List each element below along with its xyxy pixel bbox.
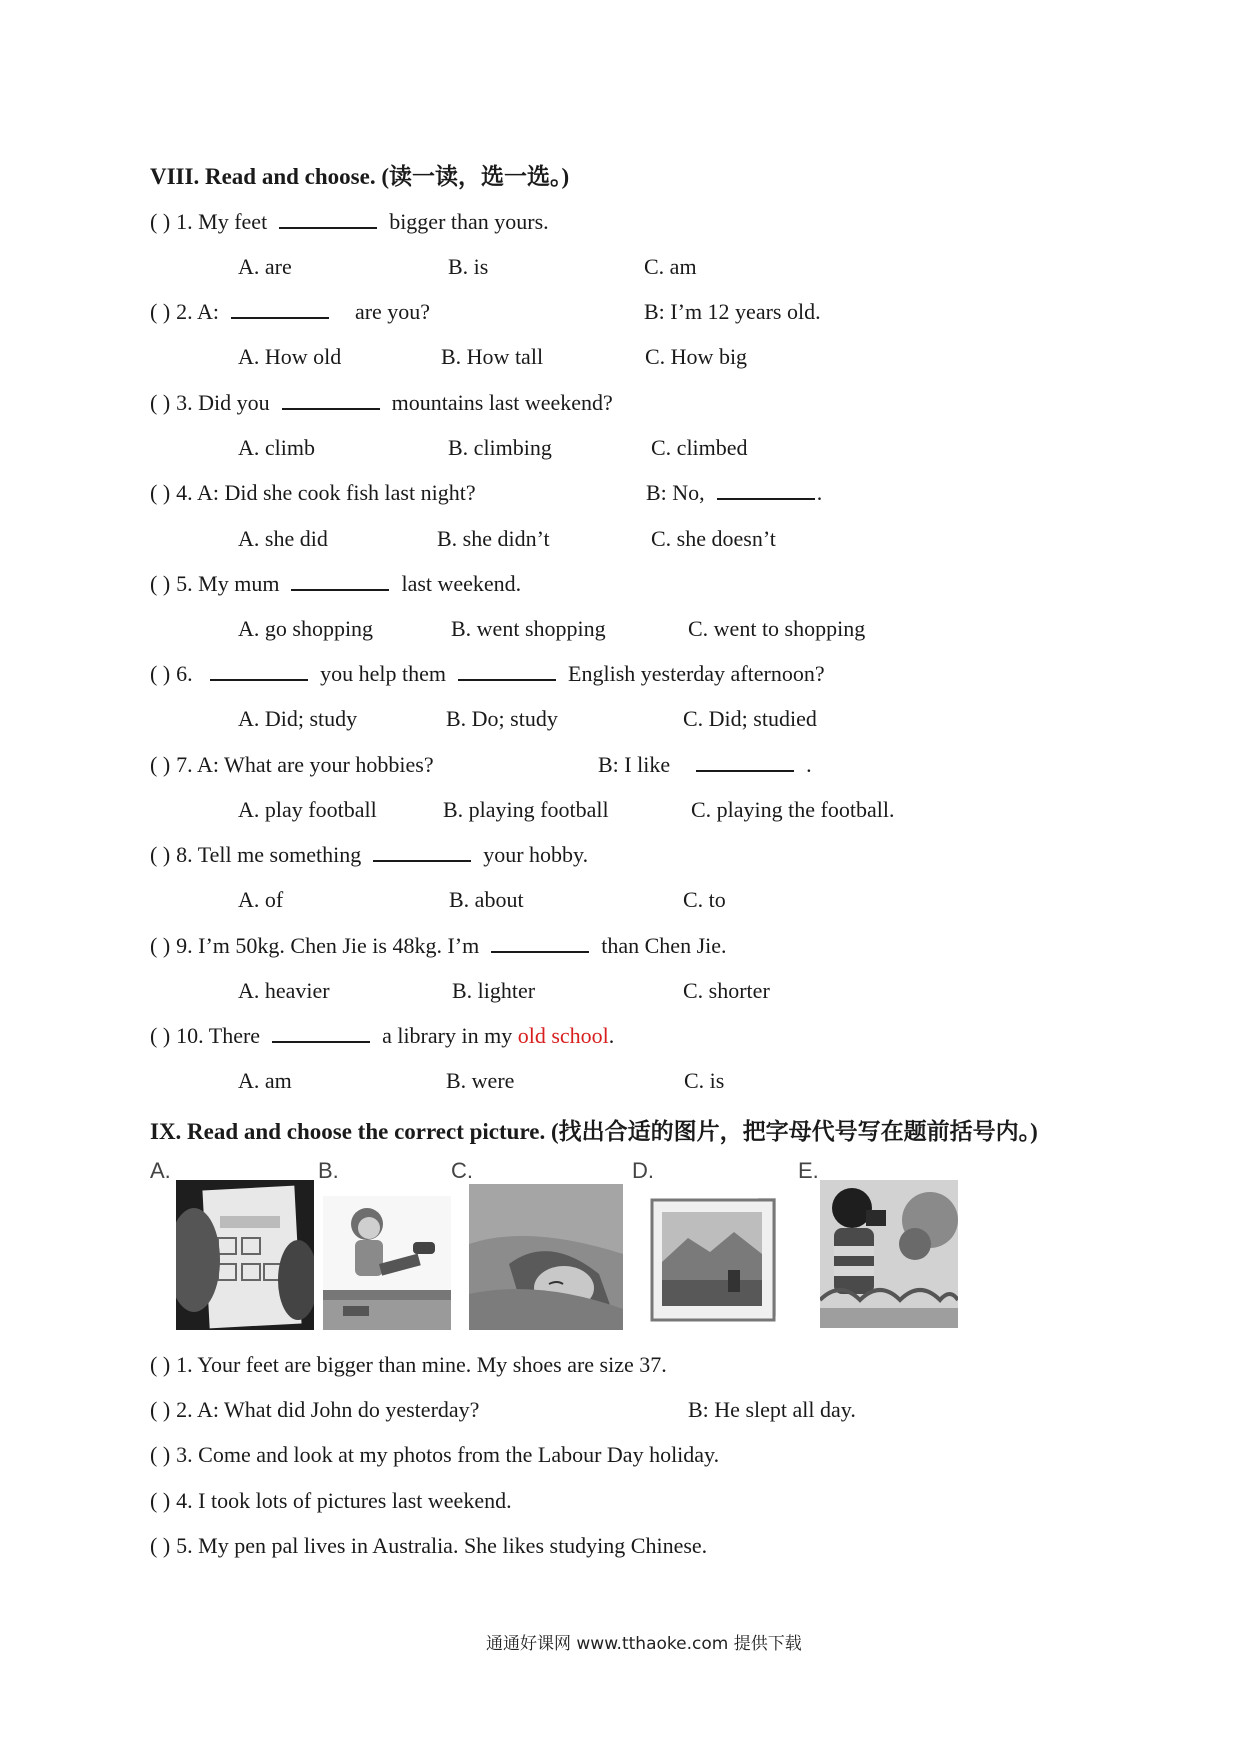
q4-answer-b: B: No, . [646,480,823,505]
q6-option-c: C. Did; studied [683,706,817,731]
q8-option-a: A. of [238,887,284,912]
question-2: ( ) 2. A: are you? [150,299,431,324]
boy-sitting-photo [323,1196,451,1330]
picture-letter-d: D. [632,1158,654,1183]
q2-option-b: B. How tall [441,344,544,369]
picture-letter-b: B. [318,1158,339,1183]
answer-blank[interactable] [373,842,471,862]
q10-option-c: C. is [684,1068,725,1093]
child-with-camera-photo [820,1180,958,1328]
q6-option-a: A. Did; study [238,706,358,731]
q7-option-c: C. playing the football. [691,797,895,822]
q1-option-b: B. is [448,254,489,279]
question-3: ( ) 3. Did you mountains last weekend? [150,390,613,415]
question-6: ( ) 6. you help them English yesterday afternoon? [150,661,825,686]
q10-option-b: B. were [446,1068,515,1093]
picture-letter-c: C. [451,1158,473,1183]
q6-option-b: B. Do; study [446,706,558,731]
answer-blank[interactable] [458,661,556,681]
picture-letter-a: A. [150,1158,171,1183]
q5-option-a: A. go shopping [238,616,374,641]
q1-option-c: C. am [644,254,697,279]
q10-option-a: A. am [238,1068,292,1093]
footer-watermark: 通通好课网 www.tthaoke.com 提供下载 [486,1634,802,1654]
q1-option-a: A. are [238,254,292,279]
question-4: ( ) 4. A: Did she cook fish last night? [150,480,476,505]
q2-answer-b: B: I’m 12 years old. [644,299,821,324]
q3-option-b: B. climbing [448,435,552,460]
q9-option-b: B. lighter [452,978,536,1003]
q4-option-a: A. she did [238,526,328,551]
landscape-photo [648,1188,784,1330]
question-5: ( ) 5. My mum last weekend. [150,571,522,596]
q8-option-c: C. to [683,887,726,912]
answer-blank[interactable] [717,480,815,500]
answer-blank[interactable] [231,299,329,319]
picture-item-1: ( ) 1. Your feet are bigger than mine. My shoes are size 37. [150,1352,667,1377]
q7-option-a: A. play football [238,797,377,822]
answer-blank[interactable] [210,661,308,681]
q4-option-b: B. she didn’t [437,526,550,551]
picture-item-5: ( ) 5. My pen pal lives in Australia. She likes studying Chinese. [150,1533,708,1558]
sticker-sheet-photo [176,1180,314,1330]
question-8: ( ) 8. Tell me something your hobby. [150,842,589,867]
q8-option-b: B. about [449,887,524,912]
section-9-title: IX. Read and choose the correct picture. (找出合适的图片，把字母代号写在题前括号内。) [150,1119,1038,1144]
highlighted-words: old school [517,1023,609,1048]
q9-option-a: A. heavier [238,978,330,1003]
answer-blank[interactable] [491,933,589,953]
q5-option-b: B. went shopping [451,616,606,641]
q4-option-c: C. she doesn’t [651,526,776,551]
q7-answer-b: B: I like . [598,752,812,777]
answer-blank[interactable] [696,752,794,772]
question-7: ( ) 7. A: What are your hobbies? [150,752,434,777]
picture-item-4: ( ) 4. I took lots of pictures last weekend. [150,1488,512,1513]
question-10: ( ) 10. There a library in my old school. [150,1023,615,1048]
q9-option-c: C. shorter [683,978,770,1003]
answer-blank[interactable] [282,390,380,410]
picture-item-2-answer-b: B: He slept all day. [688,1397,856,1422]
section-8-title: VIII. Read and choose. (读一读，选一选。) [150,164,570,189]
question-1: ( ) 1. My feet bigger than yours. [150,209,549,234]
answer-blank[interactable] [272,1023,370,1043]
q7-option-b: B. playing football [443,797,609,822]
answer-blank[interactable] [291,571,389,591]
answer-blank[interactable] [279,209,377,229]
q2-option-a: A. How old [238,344,342,369]
question-9: ( ) 9. I’m 50kg. Chen Jie is 48kg. I’m than Chen Jie. [150,933,727,958]
q2-option-c: C. How big [645,344,748,369]
q3-option-a: A. climb [238,435,315,460]
q5-option-c: C. went to shopping [688,616,866,641]
picture-item-3: ( ) 3. Come and look at my photos from the Labour Day holiday. [150,1442,720,1467]
picture-letter-e: E. [798,1158,819,1183]
q3-option-c: C. climbed [651,435,748,460]
picture-item-2: ( ) 2. A: What did John do yesterday? [150,1397,480,1422]
sleeping-person-photo [469,1184,623,1330]
